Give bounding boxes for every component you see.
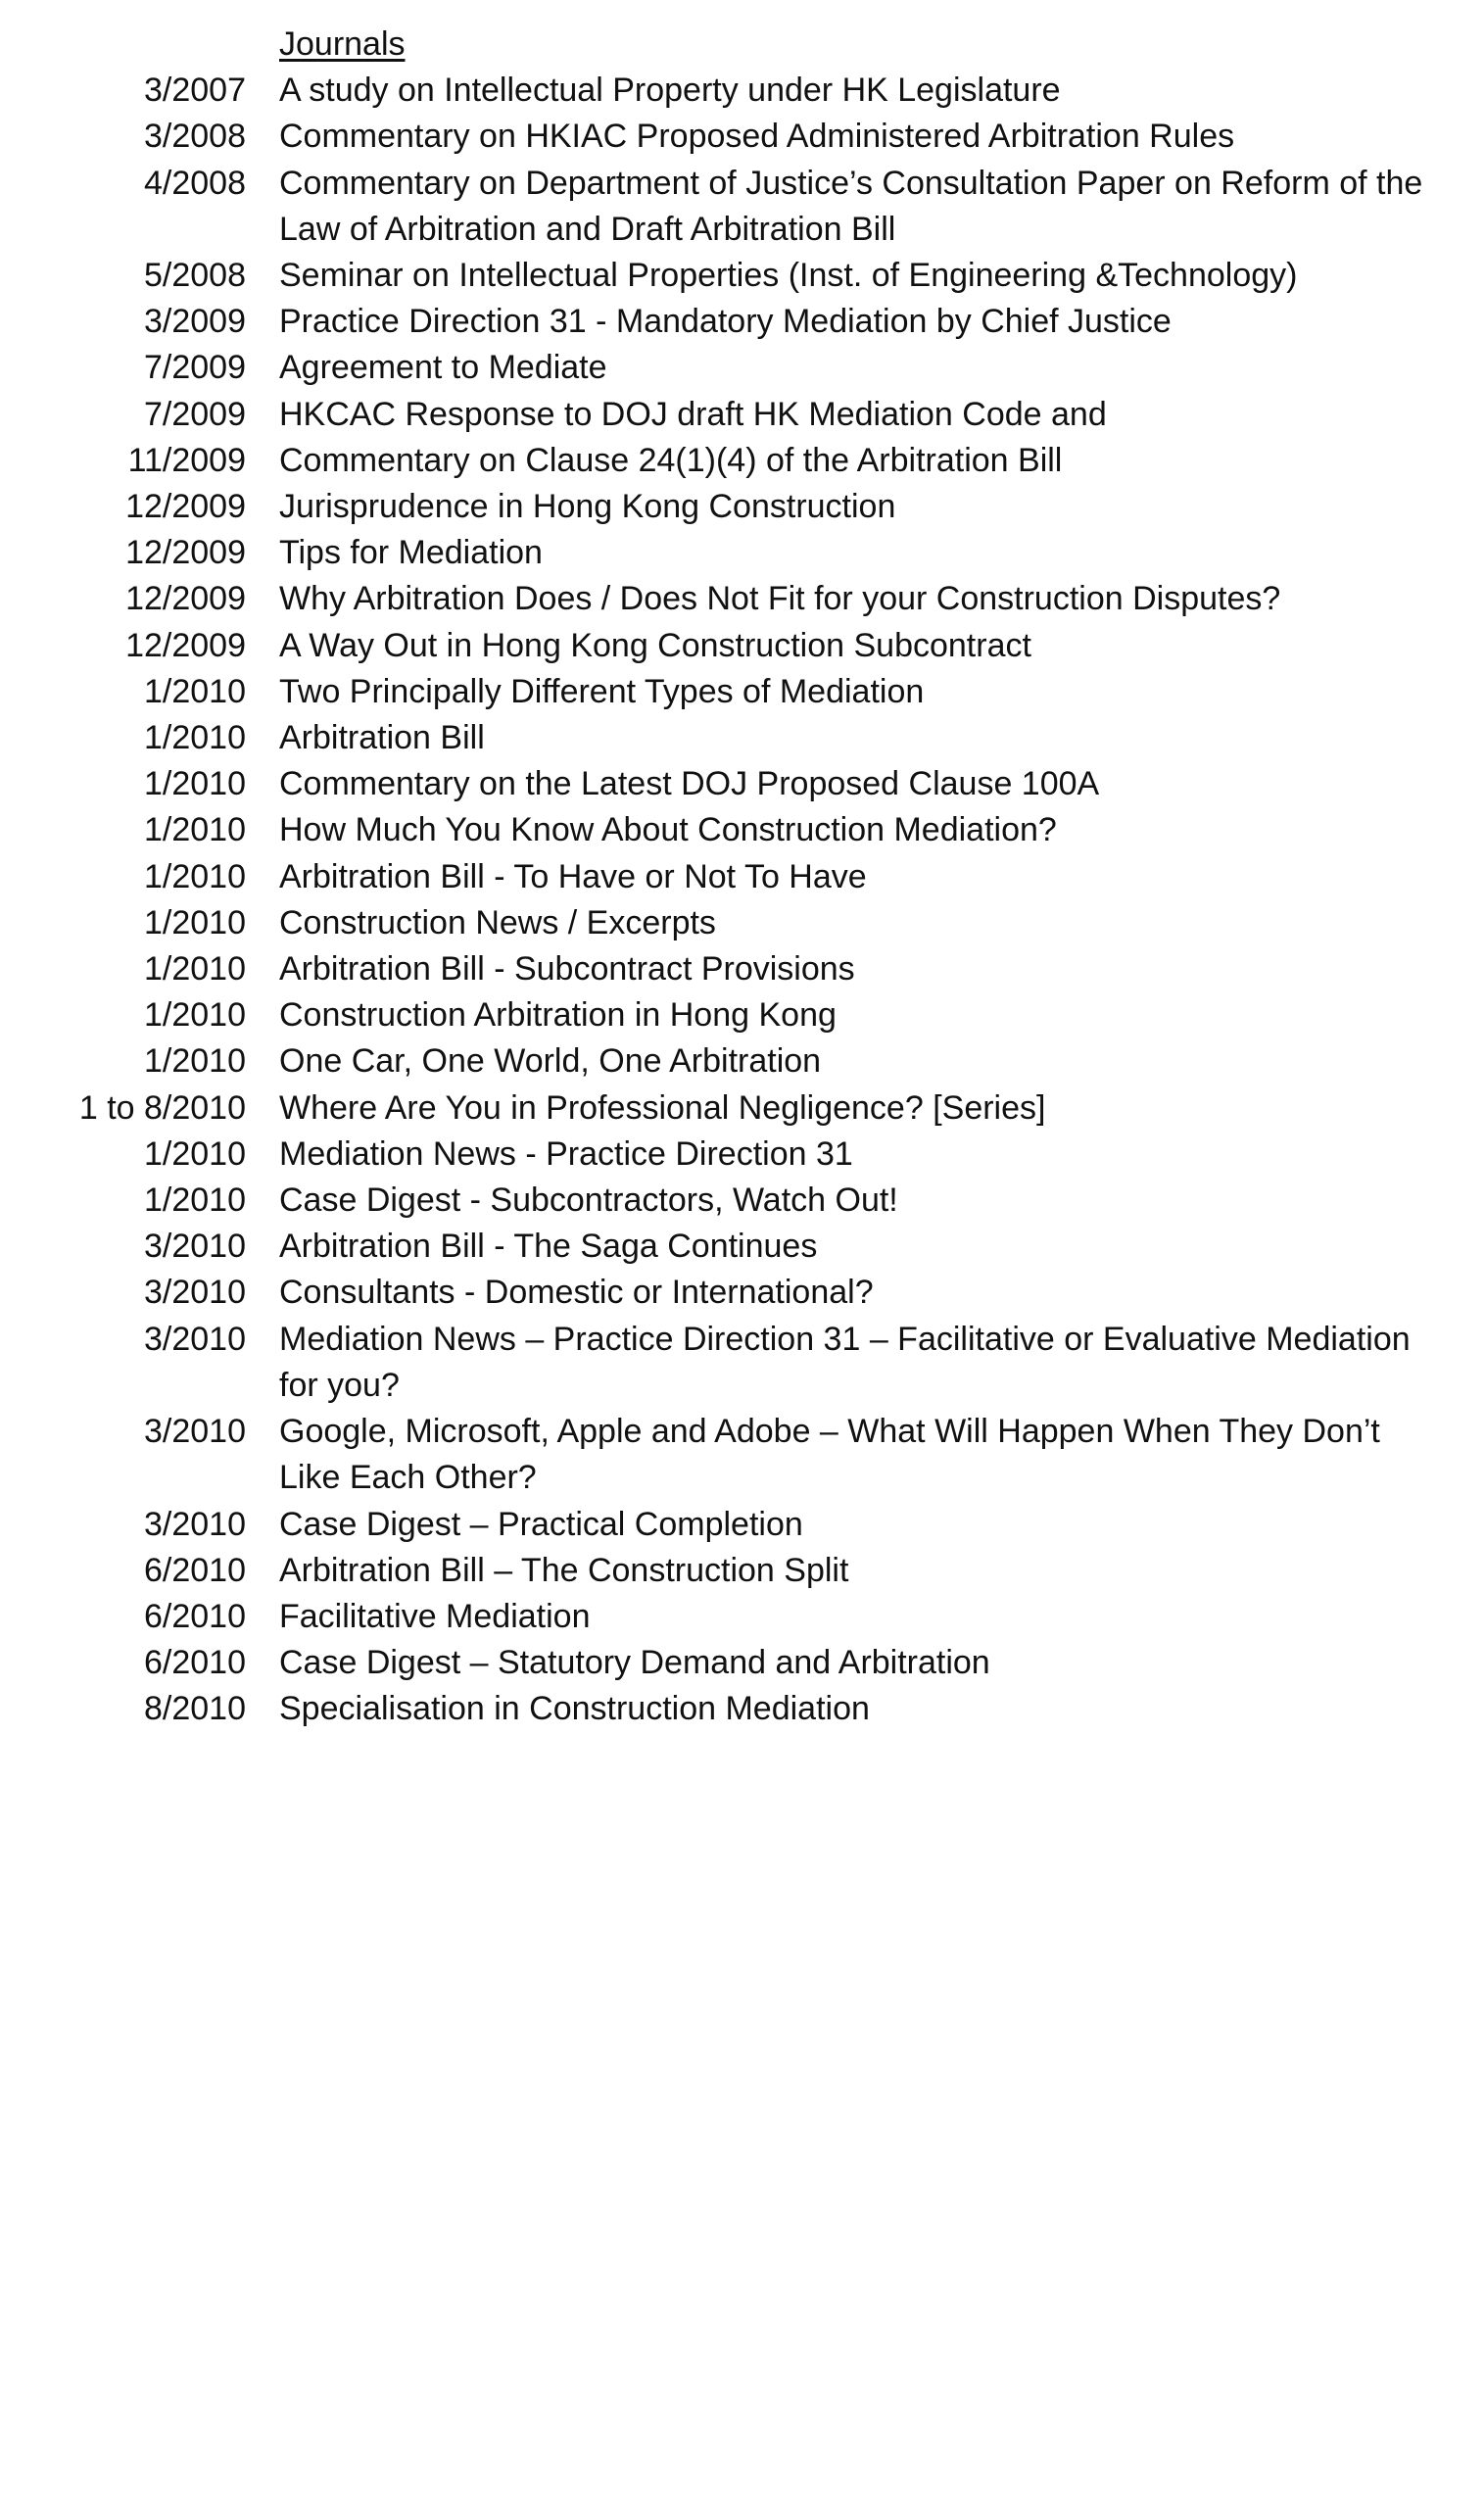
entry-date: 4/2008 <box>144 164 246 202</box>
entry-title: Two Principally Different Types of Mediation <box>279 672 925 710</box>
entry-title: Facilitative Mediation <box>279 1597 591 1635</box>
journal-entry <box>0 807 1484 853</box>
entry-title: Specialisation in Construction Mediation <box>279 1690 870 1728</box>
entry-title: Arbitration Bill - Subcontract Provisions <box>279 950 855 989</box>
entry-title: Where Are You in Professional Negligence? [Series] <box>279 1088 1046 1127</box>
journal-entry <box>0 1548 1484 1594</box>
journal-entry <box>0 299 1484 345</box>
journal-entry <box>0 576 1484 622</box>
entry-title: Commentary on Clause 24(1)(4) of the Arbitration Bill <box>279 441 1063 479</box>
entry-title: Why Arbitration Does / Does Not Fit for your Construction Disputes? <box>279 580 1281 618</box>
entry-date: 3/2010 <box>144 1320 246 1358</box>
entry-date: 3/2010 <box>144 1413 246 1451</box>
entry-date: 1/2010 <box>144 903 246 941</box>
entry-title: Google, Microsoft, Apple and Adobe – What Will Happen When They Don’t Like Each Other? <box>279 1413 1380 1497</box>
entry-title: Commentary on HKIAC Proposed Administered Arbitration Rules <box>279 118 1235 156</box>
entry-date: 1/2010 <box>144 1042 246 1081</box>
entry-date: 6/2010 <box>144 1551 246 1589</box>
entry-title: A study on Intellectual Property under HK Legislature <box>279 72 1061 110</box>
entry-title: Construction News / Excerpts <box>279 903 716 941</box>
entry-title: Case Digest – Practical Completion <box>279 1505 803 1543</box>
journal-entry <box>0 946 1484 992</box>
entry-title: Mediation News - Practice Direction 31 <box>279 1134 853 1173</box>
entry-date: 1/2010 <box>144 719 246 757</box>
entry-title: Arbitration Bill <box>279 719 485 757</box>
entry-date: 1/2010 <box>144 672 246 710</box>
journal-entry <box>0 900 1484 946</box>
entry-date: 3/2010 <box>144 1505 246 1543</box>
entry-date: 3/2010 <box>144 1228 246 1266</box>
section-header-row <box>0 22 1484 68</box>
entry-date: 6/2010 <box>144 1644 246 1682</box>
entry-title: Agreement to Mediate <box>279 349 607 387</box>
entry-date: 3/2008 <box>144 118 246 156</box>
entry-date: 12/2009 <box>125 488 246 526</box>
entry-date: 12/2009 <box>125 580 246 618</box>
journal-entry <box>0 1409 1484 1501</box>
entry-date: 1/2010 <box>144 765 246 803</box>
journal-entry <box>0 392 1484 438</box>
journal-entry <box>0 1085 1484 1132</box>
entry-date: 3/2007 <box>144 72 246 110</box>
journal-entry <box>0 623 1484 669</box>
journal-entry <box>0 1224 1484 1270</box>
entry-date: 1 to 8/2010 <box>78 1088 246 1127</box>
entry-title: Commentary on Department of Justice’s Consultation Paper on Reform of the Law of Arbitration and Draft Arbitration Bill <box>279 164 1423 248</box>
entry-title: Consultants - Domestic or International? <box>279 1274 874 1312</box>
entry-title: Seminar on Intellectual Properties (Inst. of Engineering &Technology) <box>279 257 1298 295</box>
journal-entry <box>0 345 1484 391</box>
entry-title: Commentary on the Latest DOJ Proposed Clause 100A <box>279 765 1100 803</box>
journal-entry <box>0 530 1484 576</box>
journal-entry <box>0 761 1484 807</box>
section-heading: Journals <box>279 25 406 63</box>
entry-title: HKCAC Response to DOJ draft HK Mediation Code and <box>279 395 1107 433</box>
entry-title: Case Digest - Subcontractors, Watch Out! <box>279 1182 898 1220</box>
journal-entry <box>0 992 1484 1038</box>
journal-entry <box>0 1038 1484 1085</box>
entry-title: Mediation News – Practice Direction 31 – Facilitative or Evaluative Mediation for you? <box>279 1320 1411 1404</box>
entry-date: 1/2010 <box>144 950 246 989</box>
entry-date: 12/2009 <box>125 534 246 572</box>
entry-title: Jurisprudence in Hong Kong Construction <box>279 488 896 526</box>
entry-date: 3/2010 <box>144 1274 246 1312</box>
journal-entry <box>0 438 1484 484</box>
entry-date: 7/2009 <box>144 349 246 387</box>
journal-entry <box>0 1317 1484 1409</box>
entry-date: 11/2009 <box>127 441 246 479</box>
entry-date: 1/2010 <box>144 1182 246 1220</box>
entry-date: 6/2010 <box>144 1597 246 1635</box>
entry-date: 3/2009 <box>144 303 246 341</box>
entry-date: 12/2009 <box>125 626 246 664</box>
journal-entry <box>0 1686 1484 1732</box>
journal-entry-list <box>0 68 1484 1732</box>
journal-entry <box>0 1132 1484 1178</box>
entry-date: 7/2009 <box>144 395 246 433</box>
entry-date: 1/2010 <box>144 857 246 895</box>
journal-entry <box>0 1502 1484 1548</box>
journal-entry <box>0 114 1484 160</box>
entry-title: Arbitration Bill - To Have or Not To Have <box>279 857 867 895</box>
entry-title: Case Digest – Statutory Demand and Arbitration <box>279 1644 990 1682</box>
journal-entry <box>0 1270 1484 1316</box>
entry-title: Arbitration Bill – The Construction Split <box>279 1551 849 1589</box>
entry-date: 1/2010 <box>144 996 246 1035</box>
journal-entry <box>0 253 1484 299</box>
journal-entry <box>0 484 1484 530</box>
journal-entry <box>0 669 1484 715</box>
entry-title: Arbitration Bill - The Saga Continues <box>279 1228 818 1266</box>
journal-entry <box>0 161 1484 253</box>
journal-entry <box>0 68 1484 114</box>
journal-entry <box>0 715 1484 761</box>
journal-entry <box>0 1640 1484 1686</box>
entry-date: 1/2010 <box>144 811 246 849</box>
entry-title: One Car, One World, One Arbitration <box>279 1042 822 1081</box>
entry-date: 5/2008 <box>144 257 246 295</box>
entry-title: A Way Out in Hong Kong Construction Subcontract <box>279 626 1031 664</box>
entry-title: Construction Arbitration in Hong Kong <box>279 996 837 1035</box>
entry-date: 8/2010 <box>144 1690 246 1728</box>
journal-entry <box>0 1178 1484 1224</box>
journal-entry <box>0 1594 1484 1640</box>
entry-title: Practice Direction 31 - Mandatory Mediation by Chief Justice <box>279 303 1172 341</box>
entry-title: Tips for Mediation <box>279 534 543 572</box>
entry-title: How Much You Know About Construction Mediation? <box>279 811 1057 849</box>
entry-date: 1/2010 <box>144 1134 246 1173</box>
journal-entry <box>0 854 1484 900</box>
